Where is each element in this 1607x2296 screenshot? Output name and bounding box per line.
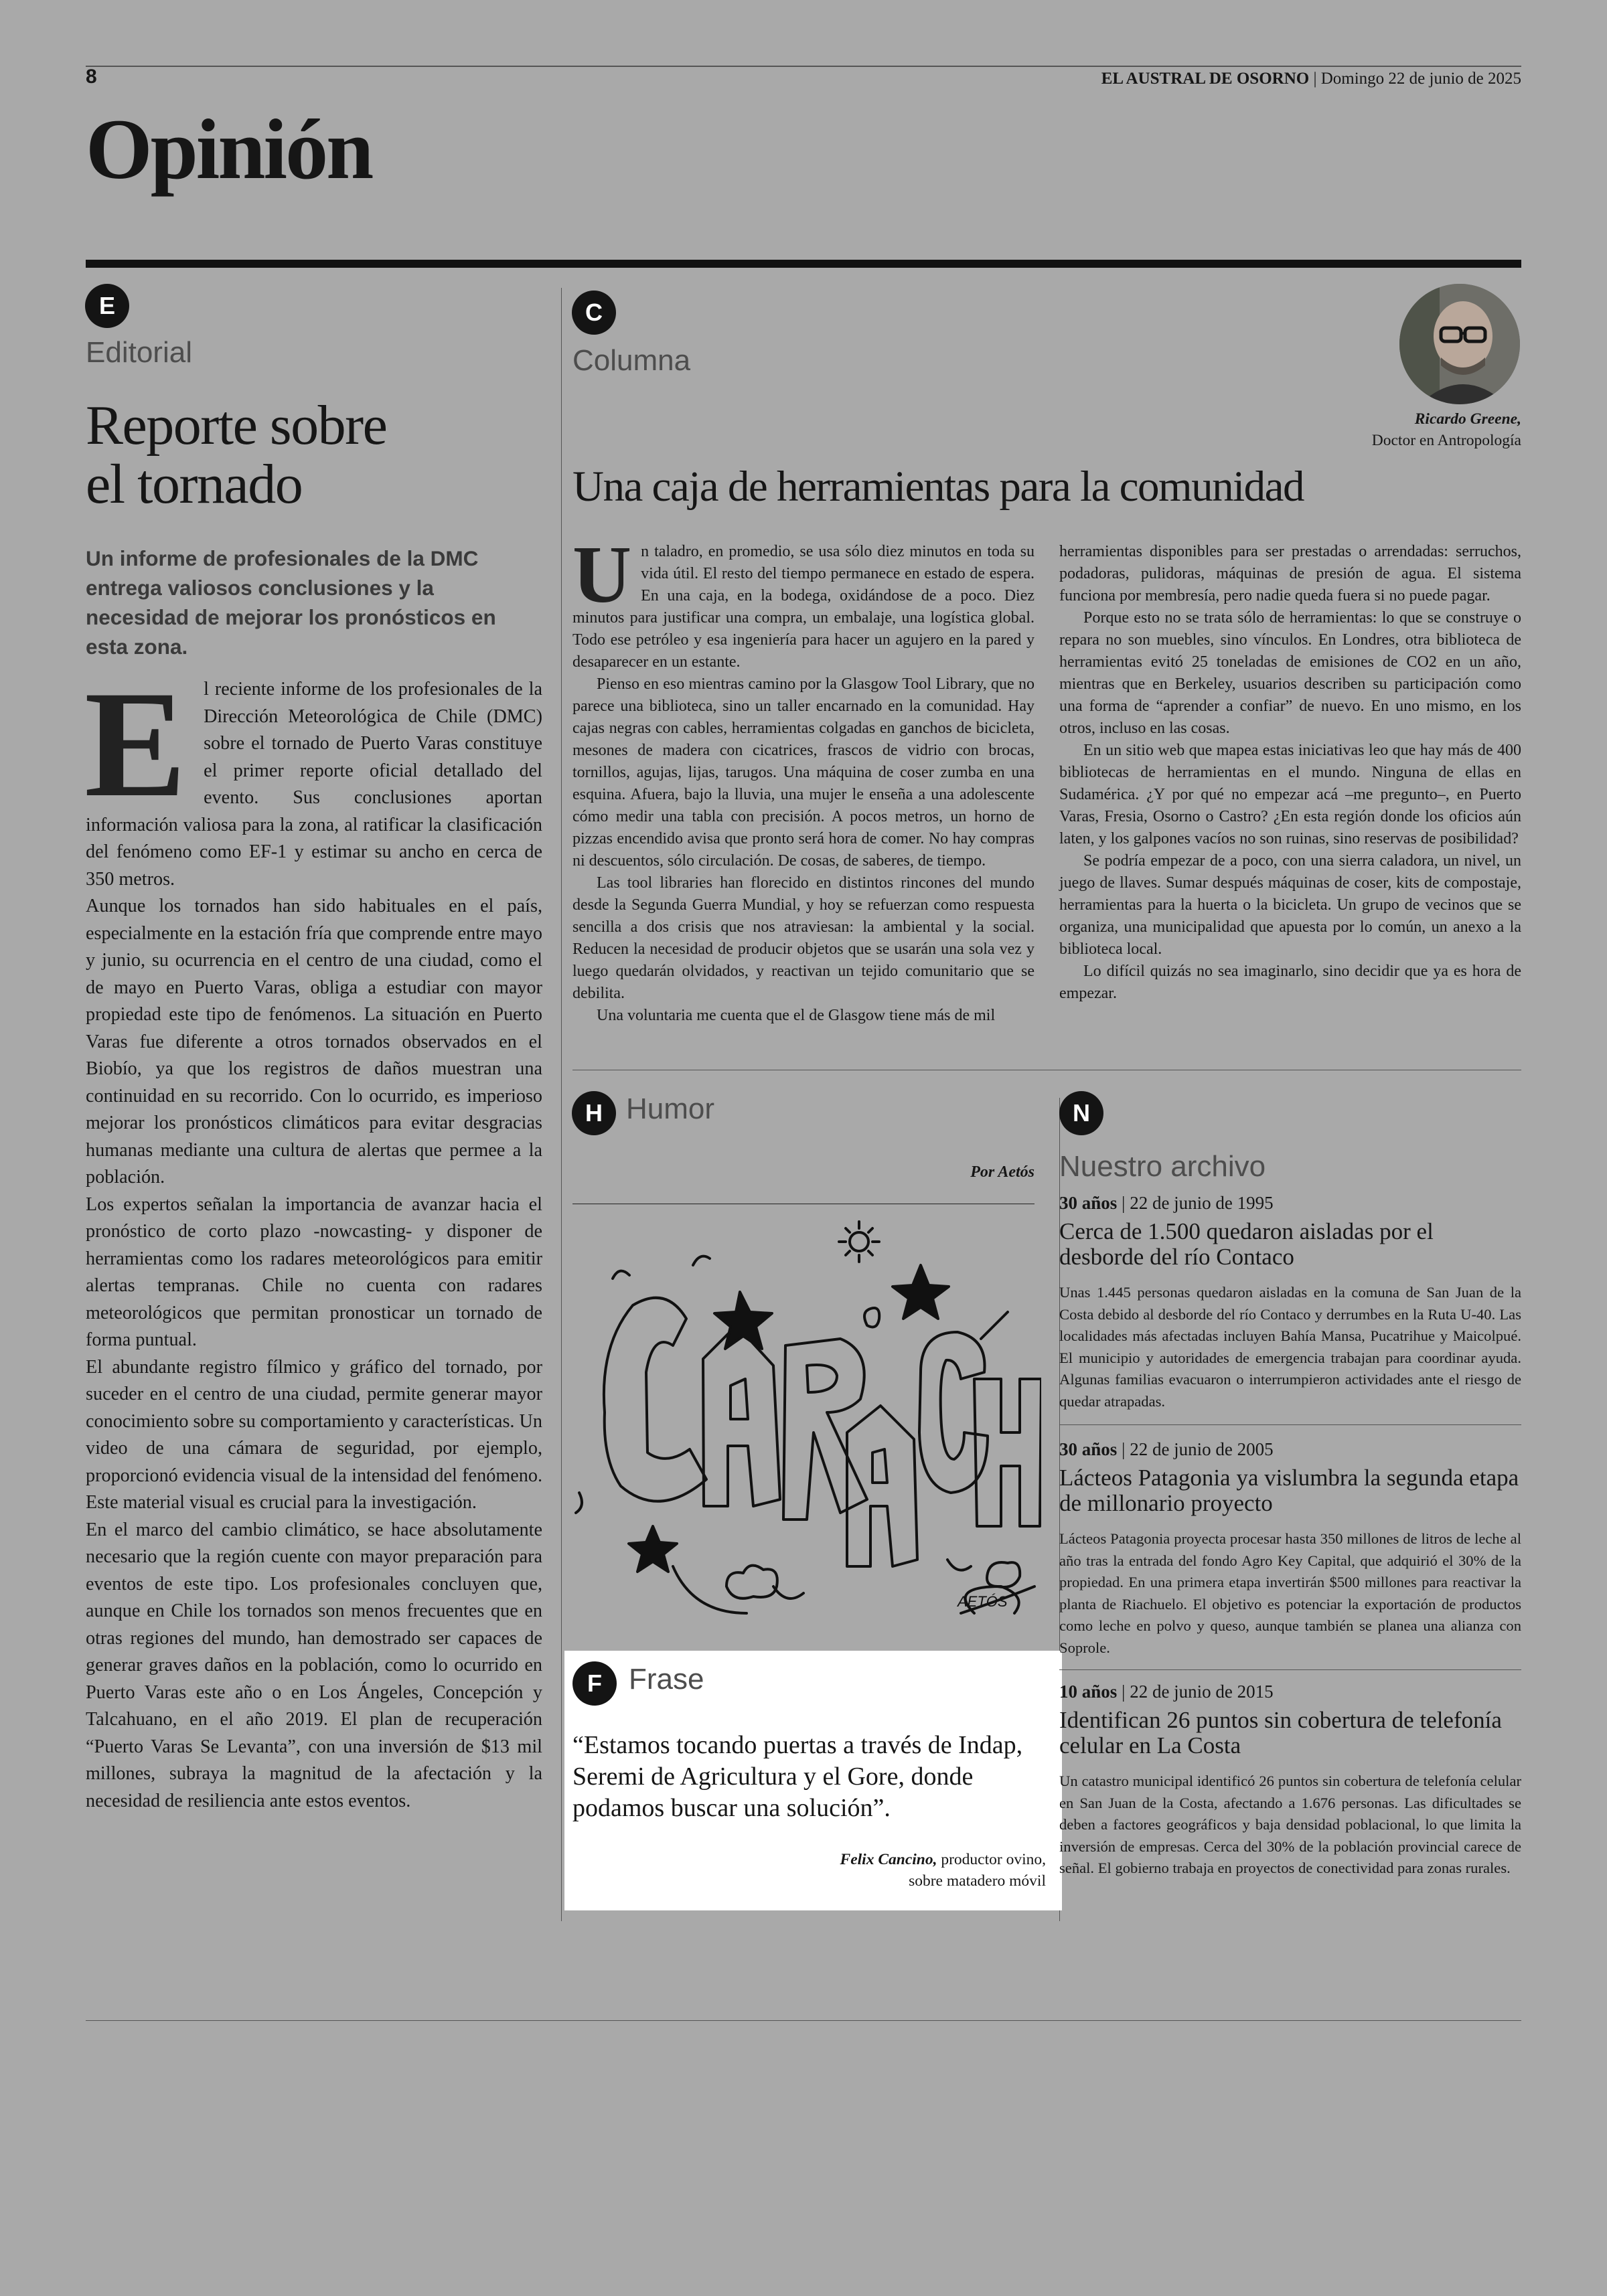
columna-paragraph: Una voluntaria me cuenta que el de Glasgow tiene más de mil	[597, 1007, 996, 1024]
masthead-separator: |	[1309, 70, 1321, 88]
editorial-paragraph: En el marco del cambio climático, se hace absolutamente necesario que la región cuente con mayor preparación para eventos de este tipo. Los profesionales concluyen que, aunque en Chile los tornados son menos frecuentes que en otras regiones del mundo, han demostrado ser capaces de generar graves daños en la población, como lo ocurrido en Puerto Varas este año o en Los Ángeles, Concepción y Talcahuano, en el año 2019. El plan de recuperación “Puerto Varas Se Levanta”, con una inversión de $13 mil millones, subraya la magnitud de la afectación y la necesidad de resiliencia ante estos eventos.	[86, 1519, 542, 1811]
author-photo	[1399, 284, 1520, 404]
editorial-title-line-1: Reporte sobre	[86, 394, 387, 457]
cartoon-signature: AETÓS	[958, 1593, 1008, 1610]
humor-byline: Por Aetós	[970, 1163, 1035, 1181]
humor-cartoon	[572, 1212, 1041, 1620]
section-title: Opinión	[86, 102, 372, 197]
editorial-badge: E	[85, 284, 129, 328]
archivo-item-meta: 30 años | 22 de junio de 1995	[1059, 1193, 1274, 1213]
frase-box	[564, 1651, 1062, 1910]
columna-text-left	[572, 529, 1035, 1027]
archivo-item-body: Lácteos Patagonia proyecta procesar hasta 350 millones de litros de leche al año tras la entrada del fondo Agro Key Capital, que adquirió el 30% de la propiedad. En una primera etapa invertirán $500 millones para reactivar la planta de Riachuelo. El objetivo es potenciar la exportación de productos como leche en polvo y queso, aunque también se planea una alianza con Soprole.	[1059, 1530, 1521, 1656]
top-rule	[86, 66, 1521, 67]
columna-paragraph: n taladro, en promedio, se usa sólo diez minutos en toda su vida útil. El resto del tiempo permanece en estado de espera. En una caja, en la bodega, oxidándose de a poco. Diez minutos para justificar una compra, un embalaje, una logística global. Todo ese petróleo y esa ingeniería para hacer un agujero en la pared y desaparecer en un estante.	[572, 543, 1035, 671]
section-rule	[86, 260, 1521, 268]
columna-paragraph: herramientas disponibles para ser prestadas o arrendadas: serruchos, podadoras, pulidoras, máquinas de presión de agua. El sistema funciona por membresía, pero nadie queda fuera si no puede pagar.	[1059, 543, 1521, 604]
archivo-item-years: 10 años	[1059, 1682, 1118, 1702]
cartoon-illustration	[572, 1212, 1041, 1620]
columna-paragraph: Porque esto no se trata sólo de herramientas: lo que se construye o repara no son muebles, sino vínculos. En Londres, otra biblioteca de herramientas evitó 25 toneladas de emisiones de CO2 en un año, mientras que en Berkeley, usuarios describen su participación como una forma de “aprender a confiar” de nuevo. En uno mismo, en los otros, incluso en las cosas.	[1059, 609, 1521, 737]
archivo-item-date: 22 de junio de 2005	[1130, 1439, 1274, 1459]
editorial-paragraph: l reciente informe de los profesionales de la Dirección Meteorológica de Chile (DMC) sobre el tornado de Puerto Varas constituye el primer reporte oficial detallado del evento. Sus conclusiones aportan información valiosa para la zona, al ratificar la clasificación del fenómeno como EF-1 y estimar su ancho en cerca de 350 metros.	[86, 679, 542, 890]
humor-badge: H	[572, 1091, 616, 1135]
archivo-item-title: Identifican 26 puntos sin cobertura de telefonía celular en La Costa	[1059, 1707, 1502, 1758]
editorial-paragraph: Aunque los tornados han sido habituales en el país, especialmente en la estación fría que comprende entre mayo y junio, su ocurrencia en el centro de una ciudad, como el de mayo en Puerto Varas, obliga a estudiar con mayor propiedad este tipo de fenómenos. La situación en Puerto Varas fue diferente a otros tornados observados en el Biobío, ya que los registros de daños muestran una continuidad en su recorrido. Con lo ocurrido, es imperioso mejorar los pronósticos climáticos para evitar desgracias humanas mediante una cultura de alertas que permee a la población.	[86, 896, 542, 1187]
archivo-item	[1059, 1439, 1521, 1659]
columna-paragraph: Pienso en eso mientras camino por la Glasgow Tool Library, que no parece una biblioteca, sino un taller encarnado en la comunidad. Hay cajas negras con cables, herramientas colgadas en ganchos de bicicleta, mesones de madera con cicatrices, frascos de vidrio con brocas, tornillos, agujas, lijas, tarugos. Una máquina de coser zumba en una esquina. Afuera, bajo la lluvia, una mujer le enseña a una adolescente cómo medir una tabla con precisión. A pocos metros, un horno de pizzas encendido avisa que pronto será hora de comer. No hay compras ni descuentos, sólo circulación. De cosas, de saberes, de tiempo.	[572, 675, 1035, 870]
frase-author	[840, 1849, 1046, 1892]
editorial-title-line-2: el tornado	[86, 453, 303, 515]
columna-title: Una caja de herramientas para la comunidad	[572, 463, 1304, 511]
frase-author-role: productor ovino,	[937, 1851, 1046, 1868]
publication-name: EL AUSTRAL DE OSORNO	[1101, 70, 1310, 88]
archivo-item-title: Lácteos Patagonia ya vislumbra la segunda etapa de millonario proyecto	[1059, 1465, 1519, 1516]
frase-author-name: Felix Cancino,	[840, 1851, 937, 1868]
archivo-item-meta: 10 años | 22 de junio de 2015	[1059, 1682, 1274, 1702]
columna-paragraph: Lo difícil quizás no sea imaginarlo, sino decidir que ya es hora de empezar.	[1059, 963, 1521, 1002]
archivo-item	[1059, 1682, 1521, 1880]
editorial-kicker: Editorial	[86, 336, 192, 369]
archivo-divider	[1059, 1424, 1521, 1425]
author-portrait-icon	[1399, 284, 1520, 404]
page-number: 8	[86, 66, 97, 88]
columna-paragraph: En un sitio web que mapea estas iniciativas leo que hay más de 400 bibliotecas de herramientas en el mundo. Ninguna de ellas en Sudamérica. ¿Y por qué no empezar acá –me pregunto–, en Puerto Varas, Fresia, Osorno o Castro? ¿En esta región donde los oficios aún laten, y los galpones vacíos no son ruinas, sino reservas de posibilidad?	[1059, 742, 1521, 847]
columna-paragraph: Las tool libraries han florecido en distintos rincones del mundo desde la Segunda Guerra Mundial, y hoy se refuerzan como respuesta sencilla a dos crisis que nos atraviesan: la ambiental y la social. Reducen la necesidad de producir objetos que se usarán una sola vez y luego quedarán olvidados, y reactivan un tejido comunitario que se debilita.	[572, 874, 1035, 1002]
columna-author-name: Ricardo Greene,	[1414, 410, 1521, 428]
editorial-dropcap: E	[84, 660, 187, 829]
archivo-item-body: Un catastro municipal identificó 26 puntos sin cobertura de telefonía celular en San Juan de la Costa, afectando a 1.676 personas. Las dificultades se deben a factores geográficos y baja densidad poblacional, lo que limita la inversión de empresas. Cerca del 30% de la población provincial carece de señal. El gobierno trabaja en proyectos de conectividad para zonas rurales.	[1059, 1773, 1521, 1877]
columna-kicker: Columna	[572, 344, 691, 377]
column-divider	[561, 288, 562, 1921]
editorial-title	[86, 396, 386, 514]
page-bottom-rule	[86, 2020, 1521, 2021]
columna-text-right	[1059, 541, 1521, 1005]
archivo-item-years: 30 años	[1059, 1193, 1118, 1213]
archivo-badge: N	[1059, 1091, 1103, 1135]
archivo-item-date: 22 de junio de 1995	[1130, 1193, 1274, 1213]
editorial-body	[84, 660, 542, 1815]
archivo-divider	[1059, 1669, 1521, 1670]
archivo-item-body: Unas 1.445 personas quedaron aisladas en la comuna de San Juan de la Costa debido al desborde del río Contaco y derrumbes en la Ruta U-40. Las localidades más afectadas incluyen Bahía Mansa, Pucatrihue y Maicolpué. El municipio y autoridades de emergencia trabajan para coordinar ayuda. Algunas familias evacuaron o interrumpieron actividades ante el riesgo de quedar atrapadas.	[1059, 1284, 1521, 1410]
columna-paragraph: Se podría empezar de a poco, con una sierra caladora, un nivel, un juego de llaves. Sumar después máquinas de coser, kits de compostaje, herramientas para la huerta o la bicicleta. Un grupo de vecinos que se organiza, una municipalidad que apuesta por lo común, un anexo a la biblioteca local.	[1059, 852, 1521, 958]
publication-date: Domingo 22 de junio de 2025	[1320, 70, 1521, 88]
archivo-item	[1059, 1193, 1521, 1413]
frase-badge: F	[572, 1661, 617, 1706]
columna-dropcap: U	[572, 529, 632, 620]
archivo-item-date: 22 de junio de 2015	[1130, 1682, 1274, 1702]
archivo-item-meta: 30 años | 22 de junio de 2005	[1059, 1439, 1274, 1459]
archivo-item-title: Cerca de 1.500 quedaron aisladas por el desborde del río Contaco	[1059, 1218, 1434, 1270]
masthead	[1101, 70, 1521, 88]
editorial-lead: Un informe de profesionales de la DMC entrega valiosos conclusiones y la necesidad de mejorar los pronósticos en esta zona.	[86, 546, 496, 659]
frase-quote: “Estamos tocando puertas a través de Indap, Seremi de Agricultura y el Gore, donde podamos buscar una solución”.	[572, 1731, 1023, 1822]
editorial-paragraph: Los expertos señalan la importancia de avanzar hacia el pronóstico de corto plazo -nowcasting- y disponer de herramientas como los radares meteorológicos para emitir alertas tempranas. Chile no cuenta con radares meteorológicos que permitan pronosticar un tornado de forma puntual.	[86, 1194, 542, 1350]
frase-author-context: sobre matadero móvil	[909, 1872, 1046, 1890]
columna-author	[1372, 408, 1521, 451]
frase-kicker: Frase	[629, 1663, 704, 1696]
archivo-kicker: Nuestro archivo	[1059, 1150, 1266, 1183]
columna-badge: C	[572, 291, 616, 335]
columna-author-role: Doctor en Antropología	[1371, 432, 1521, 449]
editorial-paragraph: El abundante registro fílmico y gráfico del tornado, por suceder en el centro de una ciudad, permite generar mayor conocimiento sobre su comportamiento y características. Un video de una cámara de seguridad, por ejemplo, proporcionó evidencia visual de la intensidad del fenómeno. Este material visual es crucial para la investigación.	[86, 1356, 542, 1513]
archivo-item-years: 30 años	[1059, 1439, 1118, 1459]
humor-kicker: Humor	[626, 1092, 715, 1125]
